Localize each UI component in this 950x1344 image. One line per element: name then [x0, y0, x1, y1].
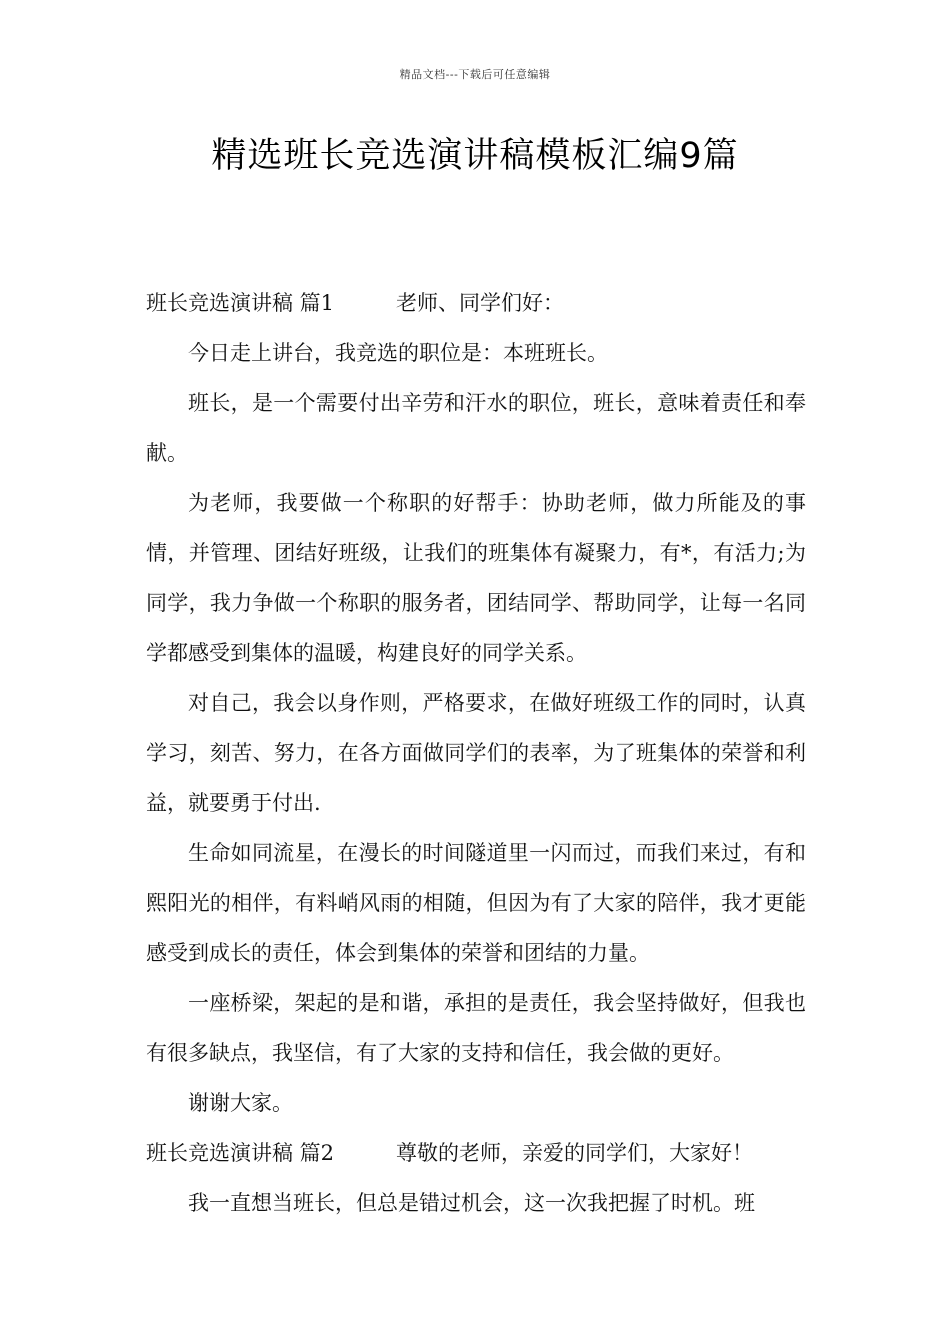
document-body	[146, 278, 806, 1228]
paragraph: 班长，是一个需要付出辛劳和汗水的职位，班长，意味着责任和奉献。	[146, 391, 806, 465]
header-note: 精品文档---下载后可任意编辑	[399, 68, 551, 81]
paragraph: 生命如同流星，在漫长的时间隧道里一闪而过，而我们来过，有和熙阳光的相伴，有料峭风雨的相随，但因为有了大家的陪伴，我才更能感受到成长的责任，体会到集体的荣誉和团结的力量。	[146, 841, 806, 965]
paragraph: 对自己，我会以身作则，严格要求，在做好班级工作的同时，认真学习，刻苦、努力，在各方面做同学们的表率，为了班集体的荣誉和利益，就要勇于付出.	[146, 691, 806, 815]
section-greeting: 老师、同学们好：	[396, 291, 564, 315]
section-label: 班长竞选演讲稿 篇2	[146, 1141, 335, 1165]
document-title: 精选班长竞选演讲稿模板汇编9篇	[211, 136, 739, 176]
paragraph: 今日走上讲台，我竞选的职位是：本班班长。	[188, 341, 608, 365]
section-heading	[146, 278, 806, 328]
paragraph: 谢谢大家。	[188, 1091, 293, 1115]
paragraph: 一座桥梁，架起的是和谐，承担的是责任，我会坚持做好，但我也有很多缺点，我坚信，有了大家的支持和信任，我会做的更好。	[146, 991, 806, 1065]
paragraph: 为老师，我要做一个称职的好帮手：协助老师，做力所能及的事情，并管理、团结好班级，让我们的班集体有凝聚力，有*，有活力;为同学，我力争做一个称职的服务者，团结同学、帮助同学，让每一名同学都感受到集体的温暖，构建良好的同学关系。	[146, 491, 806, 665]
section-heading	[146, 1128, 806, 1178]
section-greeting: 尊敬的老师，亲爱的同学们，大家好！	[396, 1141, 753, 1165]
section-label: 班长竞选演讲稿 篇1	[146, 291, 335, 315]
paragraph: 我一直想当班长，但总是错过机会，这一次我把握了时机。班	[188, 1191, 755, 1215]
